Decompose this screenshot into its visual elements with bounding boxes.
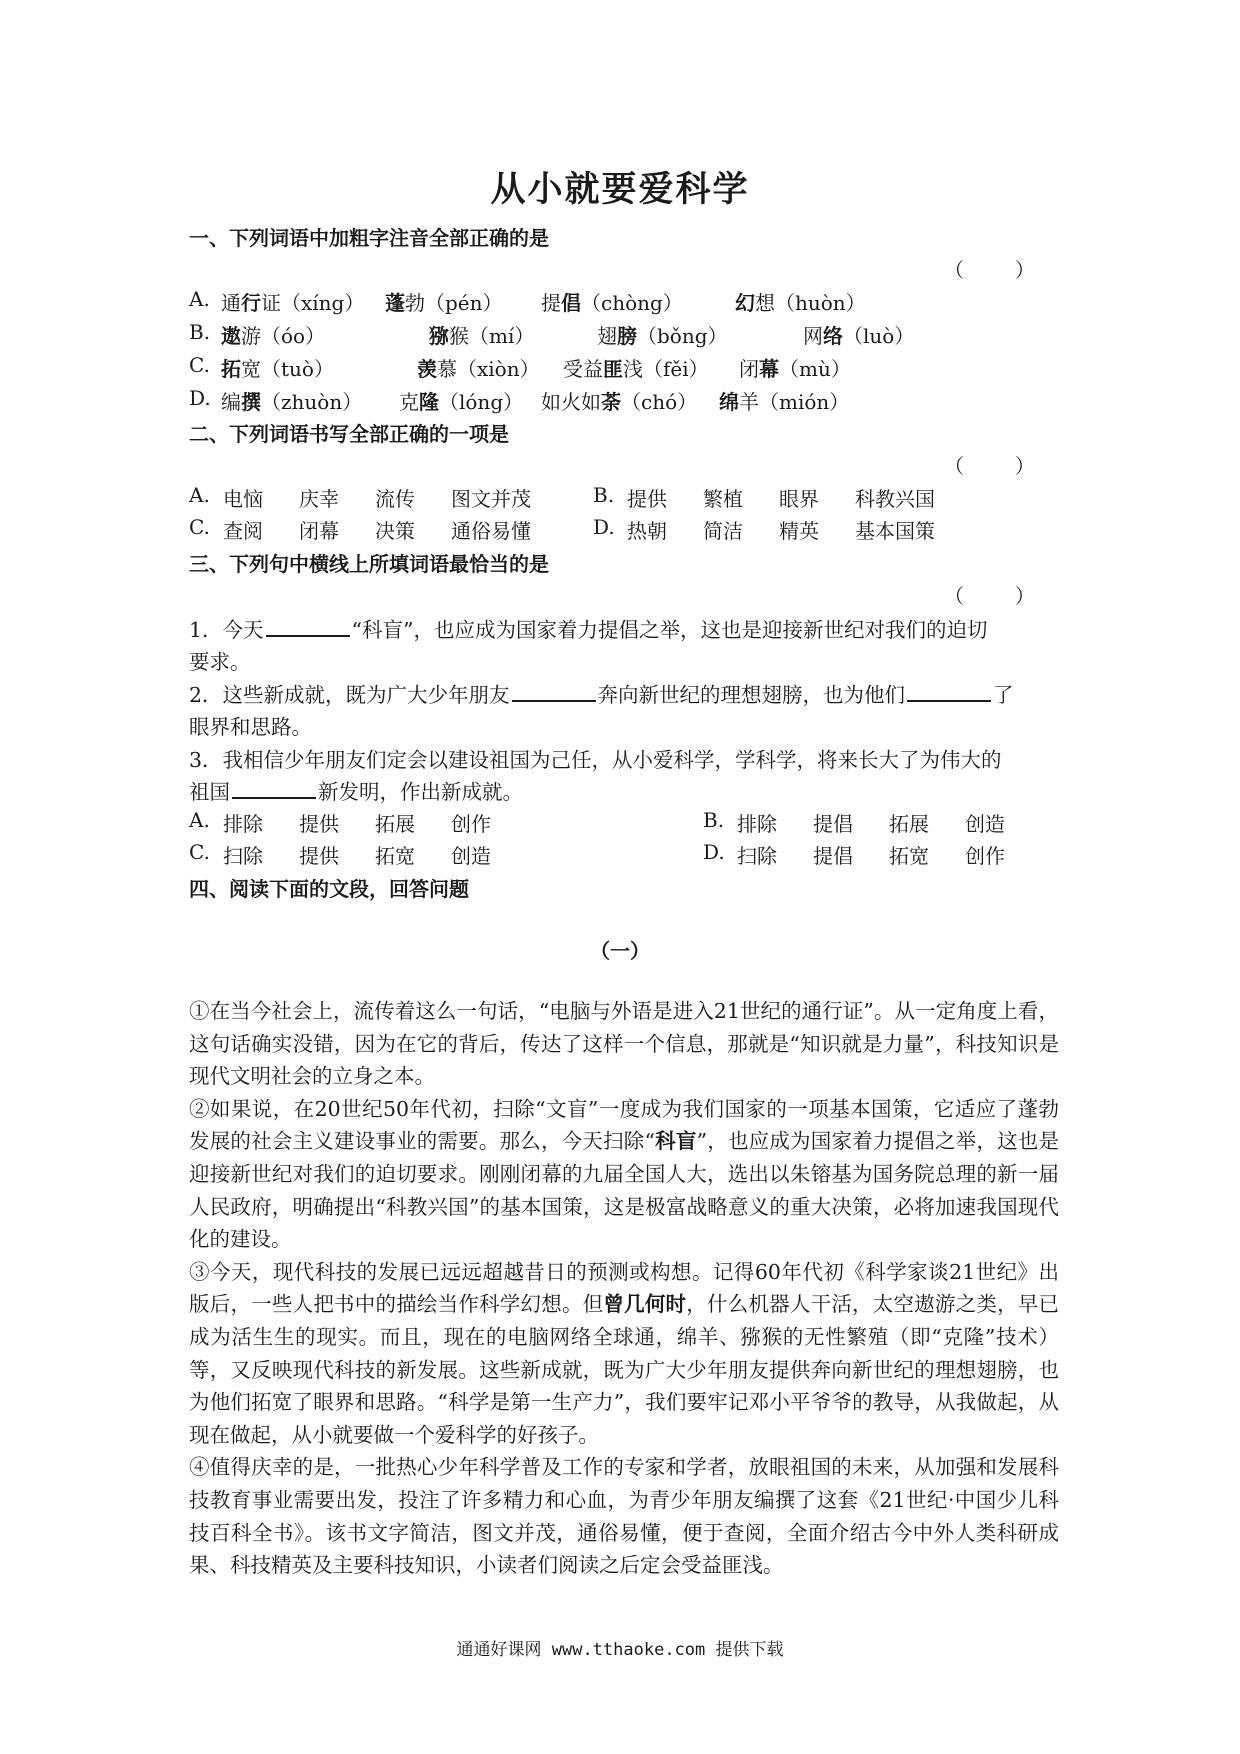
question-2-line-1: 2．这些新成就，既为广大少年朋友 奔向新世纪的理想翅膀，也为他们 了: [189, 678, 1059, 708]
word-item: 闭幕（mù）: [739, 357, 851, 381]
word-item: 翅膀（bǒng）: [597, 324, 728, 348]
word-item: 遨游（óo）: [221, 324, 326, 348]
section-1-answer-paren: （ ）: [944, 258, 1035, 282]
word-item: 编撰（zhuòn）: [221, 390, 363, 414]
question-2-line-2: 眼界和思路。: [189, 715, 312, 739]
word-item: 蓬勃（pén）: [385, 291, 503, 315]
section-4-heading: 四、阅读下面的文段，回答问题: [189, 877, 469, 901]
answer-blank: [266, 615, 350, 638]
question-1-line-2: 要求。: [189, 650, 251, 674]
answer-blank: [232, 777, 316, 800]
page-footer: 通通好课网 www.tthaoke.com 提供下载: [456, 1640, 784, 1660]
word-item: 通行证（xíng）: [221, 291, 365, 315]
word-item: 提倡（chòng）: [541, 291, 683, 315]
page-title: 从小就要爱科学: [490, 169, 750, 210]
section-3-answer-paren: （ ）: [944, 584, 1035, 608]
answer-blank: [907, 680, 991, 703]
answer-blank: [512, 680, 596, 703]
word-item: 克隆（lóng）: [399, 390, 524, 414]
word-item: 拓宽（tuò）: [221, 357, 334, 381]
word-item: 如火如荼（chó）: [541, 390, 698, 414]
section-3-heading: 三、下列句中横线上所填词语最恰当的是: [189, 552, 549, 576]
question-3-line-1: 3．我相信少年朋友们定会以建设祖国为己任，从小爱科学，学科学，将来长大了为伟大的: [189, 748, 1002, 772]
word-item: 幻想（huòn）: [735, 291, 866, 315]
word-item: 网络（luò）: [803, 324, 915, 348]
reading-passage: [189, 995, 1059, 1582]
section-2-heading: 二、下列词语书写全部正确的一项是: [189, 422, 509, 446]
word-item: 猕猴（mí）: [429, 324, 535, 348]
section-2-answer-paren: （ ）: [944, 454, 1035, 478]
paragraph-4: ④值得庆幸的是，一批热心少年科学普及工作的专家和学者，放眼祖国的未来，从加强和发展科技教育事业需要出发，投注了许多精力和心血，为青少年朋友编撰了这套《21世纪·中国少儿科技百科全书》。该书文字简洁，图文并茂，通俗易懂，便于查阅，全面介绍古今中外人类科研成果、科技精英及主要科技知识，小读者们阅读之后定会受益匪浅。: [189, 1455, 1059, 1578]
question-3-line-2: 祖国 新发明，作出新成就。: [189, 775, 1059, 805]
passage-subheading: （一）: [590, 939, 650, 963]
word-item: 受益匪浅（fěi）: [563, 357, 709, 381]
paragraph-3: ③今天，现代科技的发展已远远超越昔日的预测或构想。记得60年代初《科学家谈21世纪》出版后，一些人把书中的描绘当作科学幻想。但曾几何时，什么机器人干活，太空遨游之类，早已成为活生生的现实。而且，现在的电脑网络全球通，绵羊、猕猴的无性繁殖（即“克隆”技术）等，又反映现代科技的新发展。这些新成就，既为广大少年朋友提供奔向新世纪的理想翅膀，也为他们拓宽了眼界和思路。“科学是第一生产力”，我们要牢记邓小平爷爷的教导，从我做起，从现在做起，从小就要做一个爱科学的好孩子。: [189, 1259, 1060, 1447]
paragraph-1: ①在当今社会上，流传着这么一句话，“电脑与外语是进入21世纪的通行证”。从一定角度上看，这句话确实没错，因为在它的背后，传达了这样一个信息，那就是“知识就是力量”，科技知识是现代文明社会的立身之本。: [189, 999, 1059, 1089]
word-item: 羡慕（xiòn）: [417, 357, 540, 381]
section-1-heading: 一、下列词语中加粗字注音全部正确的是: [189, 226, 549, 250]
word-item: 绵羊（mión）: [719, 390, 850, 414]
paragraph-2: ②如果说，在20世纪50年代初，扫除“文盲”一度成为我们国家的一项基本国策，它适应了蓬勃发展的社会主义建设事业的需要。那么，今天扫除“科盲”，也应成为国家着力提倡之举，这也是迎接新世纪对我们的迫切要求。刚刚闭幕的九届全国人大，选出以朱镕基为国务院总理的新一届人民政府，明确提出“科教兴国”的基本国策，这是极富战略意义的重大决策，必将加速我国现代化的建设。: [189, 1096, 1059, 1252]
document-page: 从小就要爱科学 一、下列词语中加粗字注音全部正确的是 （ ） A. 通行证（xíng） 蓬勃（pén） 提倡（chòng） 幻想（huòn） B. 遨游（óo） 猕猴（mí） 翅膀（bǒng） 网络（luò） C. 拓宽（tuò） 羡慕（xiòn） 受益匪浅（fěi） 闭幕（mù） D. 编撰（zhuòn） 克隆（lóng） 如火如荼（chó） 绵羊（mión） 二、下列词语书写全部正确的一项是 （ ） A. 电恼 庆幸 流传 图文并茂 B. 提供 繁植 眼界 科教兴国 C. 查阅 闭幕 决策 通俗易懂 D. 热朝 简洁 精英 基本国策 三、下列句中横线上所填词语最恰当的是 （ ） 1．今天 “科盲”，也应成为国家着力提倡之举，这也是迎接新世纪对我们的迫切 要求。 2．这些新成就，既为广大少年朋友 奔向新世纪的理想翅膀，也为他们 了 眼界和思路。 3．我相信少年朋友们定会以建设祖国为己任，从小爱科学，学科学，将来长大了为伟大的 祖国 新发明，作出新成就。 A. 排除 提供 拓展 创作 B. 排除 提倡 拓展 创造 C. 扫除 提供 拓宽 创造 D. 扫除 提倡 拓宽 创作 四、阅读下面的文段，回答问题 （一） ①在当今社会上，流传着这么一句话，“电脑与外语是进入21世纪的通行证”。从一定角度上看，这句话确实没错，因为在它的背后，传达了这样一个信息，那就是“知识就是力量”，科技知识是现代文明社会的立身之本。 ②如果说，在20世纪50年代初，扫除“文盲”一度成为我们国家的一项基本国策，它适应了蓬勃发展的社会主义建设事业的需要。那么，今天扫除“科盲”，也应成为国家着力提倡之举，这也是迎接新世纪对我们的迫切要求。刚刚闭幕的九届全国人大，选出以朱镕基为国务院总理的新一届人民政府，明确提出“科教兴国”的基本国策，这是极富战略意义的重大决策，必将加速我国现代化的建设。 ③今天，现代科技的发展已远远超越昔日的预测或构想。记得60年代初《科学家谈21世纪》出版后，一些人把书中的描绘当作科学幻想。但曾几何时，什么机器人干活，太空遨游之类，早已成为活生生的现实。而且，现在的电脑网络全球通，绵羊、猕猴的无性繁殖（即“克隆”技术）等，又反映现代科技的新发展。这些新成就，既为广大少年朋友提供奔向新世纪的理想翅膀，也为他们拓宽了眼界和思路。“科学是第一生产力”，我们要牢记邓小平爷爷的教导，从我做起，从现在做起，从小就要做一个爱科学的好孩子。 ④值得庆幸的是，一批热心少年科学普及工作的专家和学者，放眼祖国的未来，从加强和发展科技教育事业需要出发，投注了许多精力和心血，为青少年朋友编撰了这套《21世纪·中国少儿科技百科全书》。该书文字简洁，图文并茂，通俗易懂，便于查阅，全面介绍古今中外人类科研成果、科技精英及主要科技知识，小读者们阅读之后定会受益匪浅。 通通好课网 www.tthaoke.com 提供下载: [0, 0, 1240, 1754]
question-1-line-1: 1．今天 “科盲”，也应成为国家着力提倡之举，这也是迎接新世纪对我们的迫切: [189, 613, 1059, 643]
